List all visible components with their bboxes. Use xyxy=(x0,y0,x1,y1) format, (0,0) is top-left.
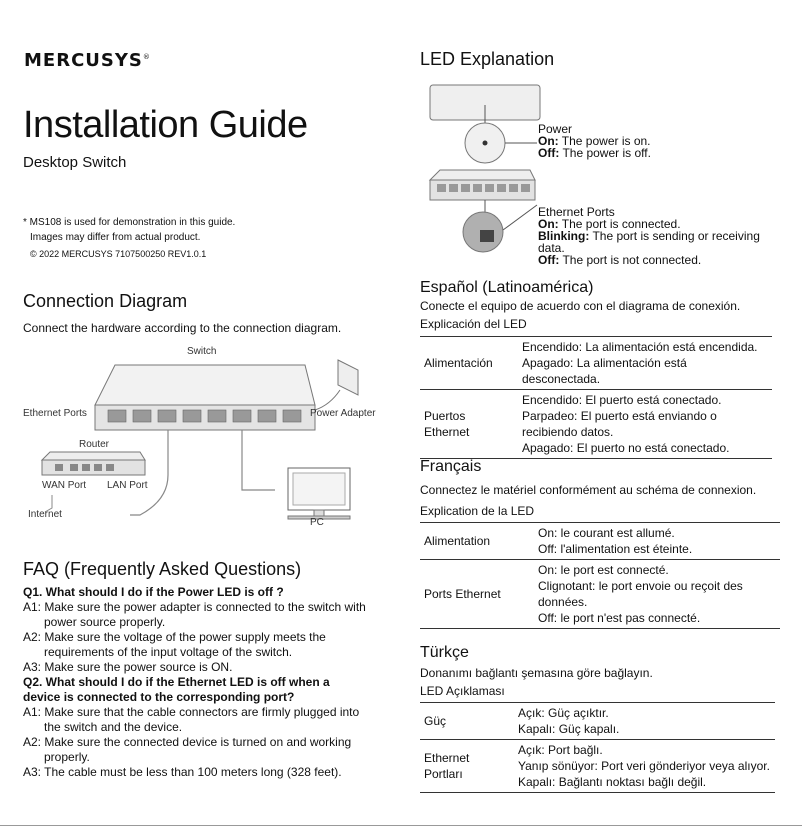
power-led-text: Power On: The power is on. Off: The power is off. xyxy=(538,122,651,160)
faq-q1-a1: A1: Make sure the power adapter is connected to the switch with power source properly. xyxy=(23,600,366,629)
page-title: Installation Guide xyxy=(23,104,308,146)
label-router: Router xyxy=(79,439,110,450)
bottom-divider xyxy=(0,825,802,826)
es-heading: Español (Latinoamérica) xyxy=(420,279,594,296)
power-led-device xyxy=(430,85,540,163)
es-led-table xyxy=(420,336,772,459)
fr-heading: Français xyxy=(420,458,482,475)
tr-subheading: LED Açıklaması xyxy=(420,684,505,698)
label-switch: Switch xyxy=(187,346,217,357)
table-row: Ports Ethernet On: le port est connecté. Clignotant: le port envoie ou reçoit des données. Off: le port n'est pas connecté. xyxy=(420,560,780,629)
led-heading: LED Explanation xyxy=(420,49,555,69)
ethernet-led-device xyxy=(430,170,537,252)
faq-q2: Q2. What should I do if the Ethernet LED is off when a device is connected to the corresponding port? xyxy=(23,675,330,704)
connection-text: Connect the hardware according to the connection diagram. xyxy=(23,321,342,335)
faq-q1-a3: A3: Make sure the power source is ON. xyxy=(23,660,233,674)
faq-q1: Q1. What should I do if the Power LED is off ? xyxy=(23,585,284,599)
faq-q1-a2: A2: Make sure the voltage of the power supply meets the requirements of the input voltage of the switch. xyxy=(23,630,326,659)
tr-heading: Türkçe xyxy=(420,644,469,661)
tr-text: Donanımı bağlantı şemasına göre bağlayın. xyxy=(420,666,653,680)
led-illustration xyxy=(425,80,545,255)
ethernet-led-text: Ethernet Ports On: The port is connected. Blinking: The port is sending or receiving data. Off: The port is not connected. xyxy=(538,205,760,267)
page-subtitle: Desktop Switch xyxy=(23,154,127,171)
label-internet: Internet xyxy=(28,509,62,520)
es-text: Conecte el equipo de acuerdo con el diagrama de conexión. xyxy=(420,299,741,313)
brand-logo: MERCUSYS® xyxy=(24,50,151,71)
fr-led-table xyxy=(420,522,780,629)
switch-illustration xyxy=(95,365,315,430)
table-row: Alimentación Encendido: La alimentación está encendida. Apagado: La alimentación está desconectada. xyxy=(420,337,772,390)
label-pc: PC xyxy=(310,517,324,528)
copyright: © 2022 MERCUSYS 7107500250 REV1.0.1 xyxy=(30,249,207,259)
power-adapter-illustration xyxy=(315,360,358,410)
es-subheading: Explicación del LED xyxy=(420,317,527,331)
label-power-adapter: Power Adapter xyxy=(310,408,376,419)
label-lan-port: LAN Port xyxy=(107,480,148,491)
faq-q2-a2: A2: Make sure the connected device is turned on and working properly. xyxy=(23,735,352,764)
faq-list xyxy=(23,585,368,780)
faq-q2-a3: A3: The cable must be less than 100 meters long (328 feet). xyxy=(23,765,342,779)
tr-led-table xyxy=(420,702,775,793)
router-illustration xyxy=(42,452,145,475)
fr-text: Connectez le matériel conformément au schéma de connexion. xyxy=(420,483,757,497)
table-row: Alimentation On: le courant est allumé. Off: l'alimentation est éteinte. xyxy=(420,523,780,560)
label-wan-port: WAN Port xyxy=(42,480,87,491)
label-ethernet-ports: Ethernet Ports xyxy=(23,408,87,419)
faq-heading: FAQ (Frequently Asked Questions) xyxy=(23,559,302,579)
table-row: Ethernet Portları Açık: Port bağlı. Yanıp sönüyor: Port veri gönderiyor veya alıyor. Kapalı: Bağlantı noktası bağlı değil. xyxy=(420,740,775,793)
connection-heading: Connection Diagram xyxy=(23,291,188,311)
demo-note-2: Images may differ from actual product. xyxy=(30,232,201,243)
fr-subheading: Explication de la LED xyxy=(420,504,535,518)
connection-diagram xyxy=(20,340,400,535)
table-row: Puertos Ethernet Encendido: El puerto está conectado. Parpadeo: El puerto está enviando o recibiendo datos. Apagado: El puerto no está conectado. xyxy=(420,390,772,459)
faq-q2-a1: A1: Make sure that the cable connectors are firmly plugged into the switch and the device. xyxy=(23,705,360,734)
table-row: Güç Açık: Güç açıktır. Kapalı: Güç kapalı. xyxy=(420,703,775,740)
demo-note: * MS108 is used for demonstration in this guide. xyxy=(23,217,236,228)
pc-illustration xyxy=(288,468,350,519)
